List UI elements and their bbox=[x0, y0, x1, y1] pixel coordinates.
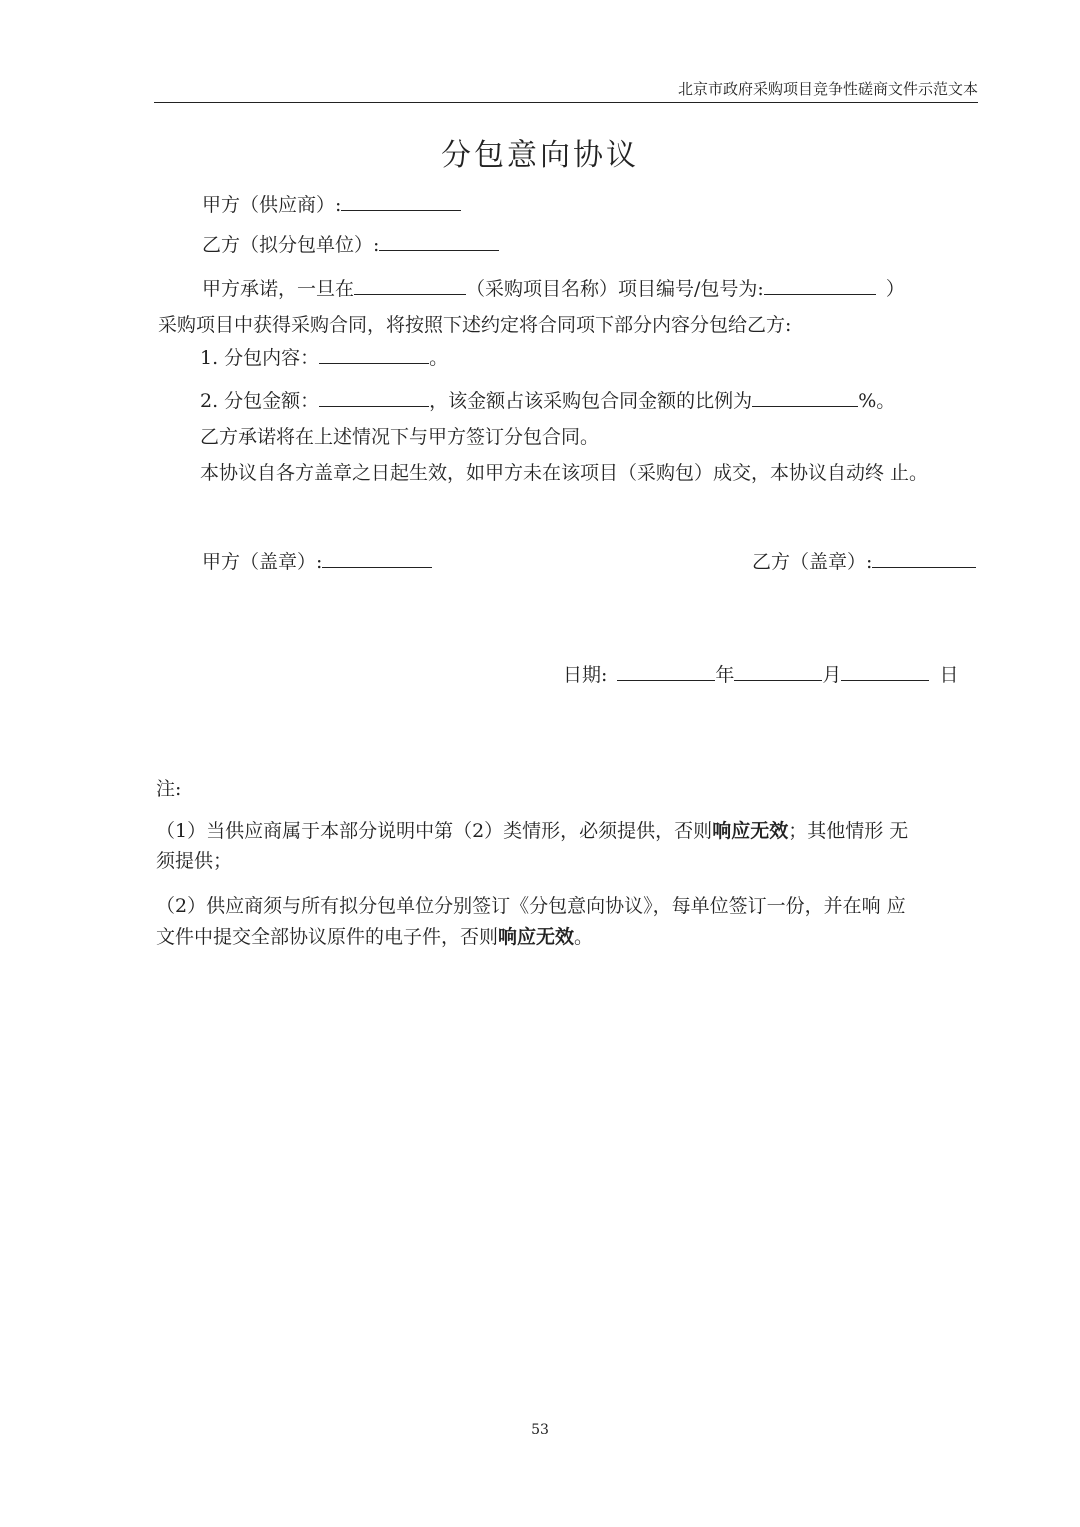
item-2-label: 2. 分包金额： bbox=[200, 390, 320, 412]
month-label: 月 bbox=[822, 664, 842, 686]
date-label: 日期: bbox=[563, 664, 608, 686]
sign-a-label: 甲方（盖章）: bbox=[202, 551, 323, 573]
year-label: 年 bbox=[715, 664, 735, 686]
note-1 bbox=[156, 816, 908, 843]
sign-a-blank[interactable] bbox=[322, 549, 432, 568]
subcontract-amount-blank[interactable] bbox=[319, 388, 429, 407]
close-paren: ） bbox=[885, 278, 905, 300]
note-2-bold: 响应无效 bbox=[498, 926, 575, 948]
item-1-label: 1. 分包内容： bbox=[200, 347, 320, 369]
party-b-blank[interactable] bbox=[379, 232, 499, 251]
commitment-line bbox=[202, 274, 905, 301]
party-b-label: 乙方（拟分包单位）: bbox=[202, 234, 380, 256]
project-number-blank[interactable] bbox=[764, 276, 876, 295]
sign-b bbox=[752, 547, 976, 574]
party-b-commitment: 乙方承诺将在上述情况下与甲方签订分包合同。 bbox=[200, 426, 600, 448]
party-b-line bbox=[202, 230, 499, 257]
ratio-blank[interactable] bbox=[752, 388, 858, 407]
note-1-bold: 响应无效 bbox=[712, 820, 789, 842]
note-1-cont: 须提供； bbox=[156, 850, 233, 872]
note-2-text: 文件中提交全部协议原件的电子件，否则 bbox=[156, 926, 499, 948]
day-label: 日 bbox=[939, 664, 959, 686]
note-label: 注: bbox=[156, 778, 182, 800]
item-1-end: 。 bbox=[429, 347, 449, 369]
note-1-text-b: ；其他情形 无 bbox=[788, 820, 909, 842]
commitment-line-2: 采购项目中获得采购合同，将按照下述约定将合同项下部分内容分包给乙方: bbox=[158, 314, 792, 336]
sign-b-blank[interactable] bbox=[872, 549, 976, 568]
page-number: 53 bbox=[531, 1422, 549, 1438]
note-2: （2）供应商须与所有拟分包单位分别签订《分包意向协议》，每单位签订一份，并在响 应 bbox=[156, 895, 906, 917]
project-number-label: （采购项目名称）项目编号/包号为: bbox=[466, 278, 764, 300]
month-blank[interactable] bbox=[734, 662, 822, 681]
date-line bbox=[563, 660, 958, 687]
sign-a bbox=[202, 547, 432, 574]
year-blank[interactable] bbox=[617, 662, 715, 681]
item-2-text: ，该金额占该采购包合同金额的比例为 bbox=[429, 390, 753, 412]
project-name-blank[interactable] bbox=[354, 276, 466, 295]
party-a-label: 甲方（供应商）: bbox=[202, 194, 342, 216]
note-2-end: 。 bbox=[574, 926, 594, 948]
subcontract-content-blank[interactable] bbox=[319, 345, 429, 364]
day-blank[interactable] bbox=[841, 662, 929, 681]
party-a-blank[interactable] bbox=[341, 192, 461, 211]
item-1 bbox=[200, 343, 448, 370]
running-header: 北京市政府采购项目竞争性磋商文件示范文本 bbox=[154, 78, 978, 103]
document-title: 分包意向协议 bbox=[441, 138, 639, 173]
party-a-line bbox=[202, 190, 461, 217]
note-1-text: （1）当供应商属于本部分说明中第（2）类情形，必须提供，否则 bbox=[156, 820, 713, 842]
effective-clause: 本协议自各方盖章之日起生效，如甲方未在该项目（采购包）成交，本协议自动终 止。 bbox=[200, 462, 929, 484]
note-2-cont bbox=[156, 922, 593, 949]
sign-b-label: 乙方（盖章）: bbox=[752, 551, 873, 573]
commitment-text: 甲方承诺，一旦在 bbox=[202, 278, 355, 300]
item-2-end: %。 bbox=[858, 390, 896, 412]
item-2 bbox=[200, 386, 895, 413]
